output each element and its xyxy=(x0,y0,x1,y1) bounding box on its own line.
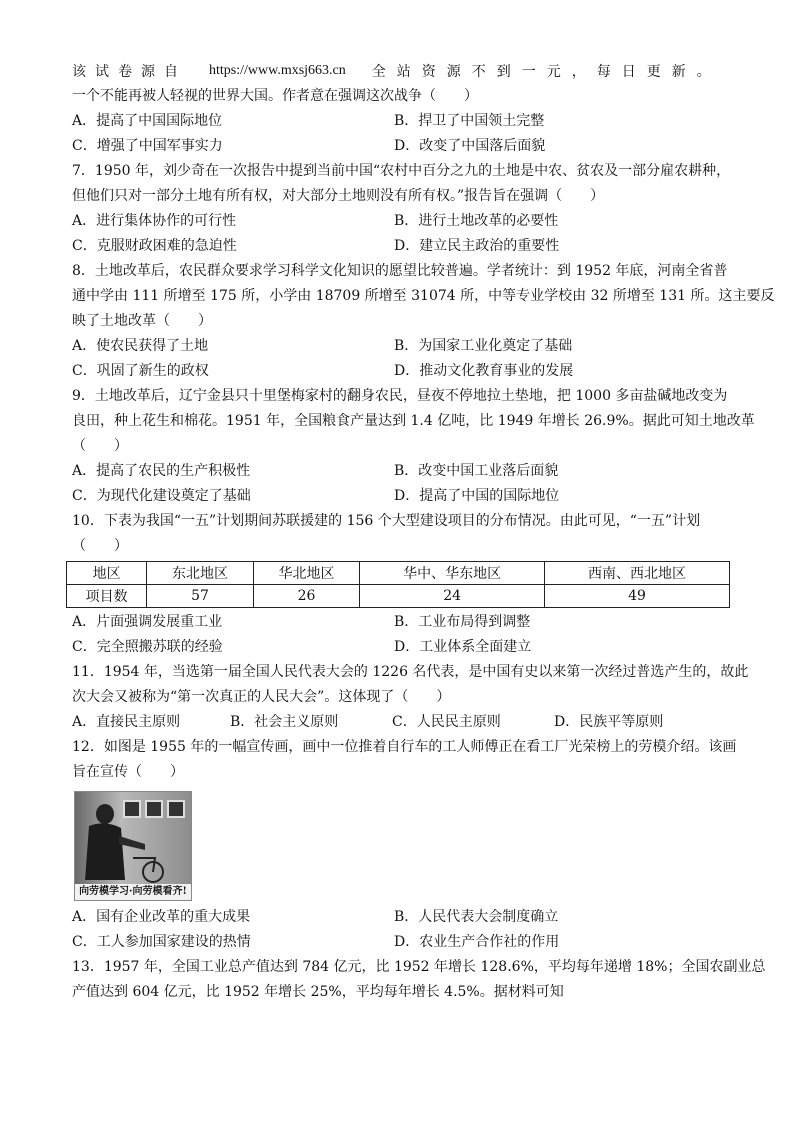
q6-option-b: B．捍卫了中国领土完整 xyxy=(394,113,545,129)
q11-option-a: A．直接民主原则 xyxy=(72,714,181,730)
q7-option-b: B．进行土地改革的必要性 xyxy=(394,213,559,229)
table-cell: 东北地区 xyxy=(147,562,253,585)
q11-option-d: D．民族平等原则 xyxy=(554,714,664,730)
propaganda-poster-image xyxy=(74,791,192,901)
q7-stem-line2: 但他们只对一部分土地有所有权，对大部分土地则没有所有权。”报告旨在强调（ ） xyxy=(72,188,605,204)
q10-options-row1 xyxy=(72,610,732,635)
q9-options-row1 xyxy=(72,459,732,484)
q6-options-row1 xyxy=(72,109,732,134)
q7-option-a: A．进行集体协作的可行性 xyxy=(72,213,237,229)
q12-stem-line2: 旨在宣传（ ） xyxy=(72,764,184,780)
table-cell: 57 xyxy=(147,585,253,608)
table-cell: 华北地区 xyxy=(253,562,359,585)
q7-options-row1 xyxy=(72,209,732,234)
q11-stem-line2: 次大会又被称为“第一次真正的人民大会”。这体现了（ ） xyxy=(72,689,451,705)
q6-options-row2 xyxy=(72,134,732,159)
q9-option-c: C．为现代化建设奠定了基础 xyxy=(72,488,251,504)
q9-options-row2 xyxy=(72,484,732,509)
q8-option-a: A．使农民获得了土地 xyxy=(72,338,209,354)
q7-option-c: C．克服财政困难的急迫性 xyxy=(72,238,237,254)
q6-stem: 一个不能再被人轻视的世界大国。作者意在强调这次战争（ ） xyxy=(72,88,478,104)
table-cell: 地区 xyxy=(67,562,147,585)
q8-options-row1 xyxy=(72,334,732,359)
q10-option-c: C．完全照搬苏联的经验 xyxy=(72,639,223,655)
q8-stem-line2: 通中学由 111 所增至 175 所，小学由 18709 所增至 31074 所，中等专业学校由 32 所增至 131 所。这主要反 xyxy=(72,288,775,304)
q10-options-row2 xyxy=(72,635,732,660)
q6-option-c: C．增强了中国军事实力 xyxy=(72,138,223,154)
q8-option-d: D．推动文化教育事业的发展 xyxy=(394,363,574,379)
q8-option-b: B．为国家工业化奠定了基础 xyxy=(394,338,573,354)
q9-option-b: B．改变中国工业落后面貌 xyxy=(394,463,559,479)
q7-options-row2 xyxy=(72,234,732,259)
q10-option-b: B．工业布局得到调整 xyxy=(394,614,531,630)
q12-option-c: C．工人参加国家建设的热情 xyxy=(72,934,251,950)
table-cell: 项目数 xyxy=(67,585,147,608)
page-header xyxy=(72,58,732,84)
header-left-text: 该试卷源自 xyxy=(72,64,187,80)
worker-figure-icon xyxy=(75,792,191,884)
q12-stem-line1: 12．如图是 1955 年的一幅宣传画，画中一位推着自行车的工人师傅正在看工厂光荣榜上的劳模介绍。该画 xyxy=(72,739,737,755)
q9-option-d: D．提高了中国的国际地位 xyxy=(394,488,560,504)
q11-option-c: C．人民民主原则 xyxy=(392,714,501,730)
q13-stem-line1: 13．1957 年，全国工业总产值达到 784 亿元，比 1952 年增长 128.6%，平均每年递增 18%；全国农副业总 xyxy=(72,959,766,975)
table-cell: 26 xyxy=(253,585,359,608)
q12-option-d: D．农业生产合作社的作用 xyxy=(394,934,560,950)
exam-page xyxy=(72,58,775,1005)
q13-stem-line2: 产值达到 604 亿元，比 1952 年增长 25%，平均每年增长 4.5%。据材料可知 xyxy=(72,984,564,1000)
table-cell: 24 xyxy=(360,585,545,608)
q8-options-row2 xyxy=(72,359,732,384)
q11-options xyxy=(72,710,732,735)
q9-stem-line3: （ ） xyxy=(72,438,128,454)
q8-stem-line1: 8．土地改革后，农民群众要求学习科学文化知识的愿望比较普遍。学者统计：到 1952 年底，河南全省普 xyxy=(72,263,728,279)
q9-option-a: A．提高了农民的生产积极性 xyxy=(72,463,251,479)
q12-option-b: B．人民代表大会制度确立 xyxy=(394,909,559,925)
q12-options-row1 xyxy=(72,905,732,930)
q9-stem-line2: 良田，种上花生和棉花。1951 年，全国粮食产量达到 1.4 亿吨，比 1949 年增长 26.9%。据此可知土地改革 xyxy=(72,413,755,429)
q10-option-d: D．工业体系全面建立 xyxy=(394,639,532,655)
q10-stem-line2: （ ） xyxy=(72,538,128,554)
q9-stem-line1: 9．土地改革后，辽宁金县只十里堡梅家村的翻身农民，昼夜不停地拉土垫地，把 1000 多亩盐碱地改变为 xyxy=(72,388,728,404)
table-cell: 西南、西北地区 xyxy=(545,562,730,585)
table-cell: 49 xyxy=(545,585,730,608)
poster-caption: 向劳模学习·向劳模看齐! xyxy=(75,884,191,900)
table-cell: 华中、华东地区 xyxy=(360,562,545,585)
table-header-row xyxy=(67,562,730,585)
q12-option-a: A．国有企业改革的重大成果 xyxy=(72,909,251,925)
q12-options-row2 xyxy=(72,930,732,955)
q7-option-d: D．建立民主政治的重要性 xyxy=(394,238,560,254)
q11-stem-line1: 11．1954 年，当选第一届全国人民代表大会的 1226 名代表，是中国有史以来第一次经过普选产生的，故此 xyxy=(72,664,749,680)
q10-option-a: A．片面强调发展重工业 xyxy=(72,614,223,630)
q8-stem-line3: 映了土地改革（ ） xyxy=(72,313,212,329)
header-right-text: 全站资源不到一元，每日更新。 xyxy=(371,64,722,80)
distribution-table xyxy=(66,561,730,608)
q6-option-a: A．提高了中国国际地位 xyxy=(72,113,223,129)
q7-stem-line1: 7．1950 年，刘少奇在一次报告中提到当前中国“农村中百分之九的土地是中农、贫农及一部分雇农耕种， xyxy=(72,163,731,179)
q6-option-d: D．改变了中国落后面貌 xyxy=(394,138,546,154)
header-url[interactable]: https://www.mxsj663.cn xyxy=(209,63,346,78)
q11-option-b: B．社会主义原则 xyxy=(230,714,339,730)
q10-stem-line1: 10．下表为我国“一五”计划期间苏联援建的 156 个大型建设项目的分布情况。由此可见，“一五”计划 xyxy=(72,513,701,529)
table-row xyxy=(67,585,730,608)
q8-option-c: C．巩固了新生的政权 xyxy=(72,363,209,379)
